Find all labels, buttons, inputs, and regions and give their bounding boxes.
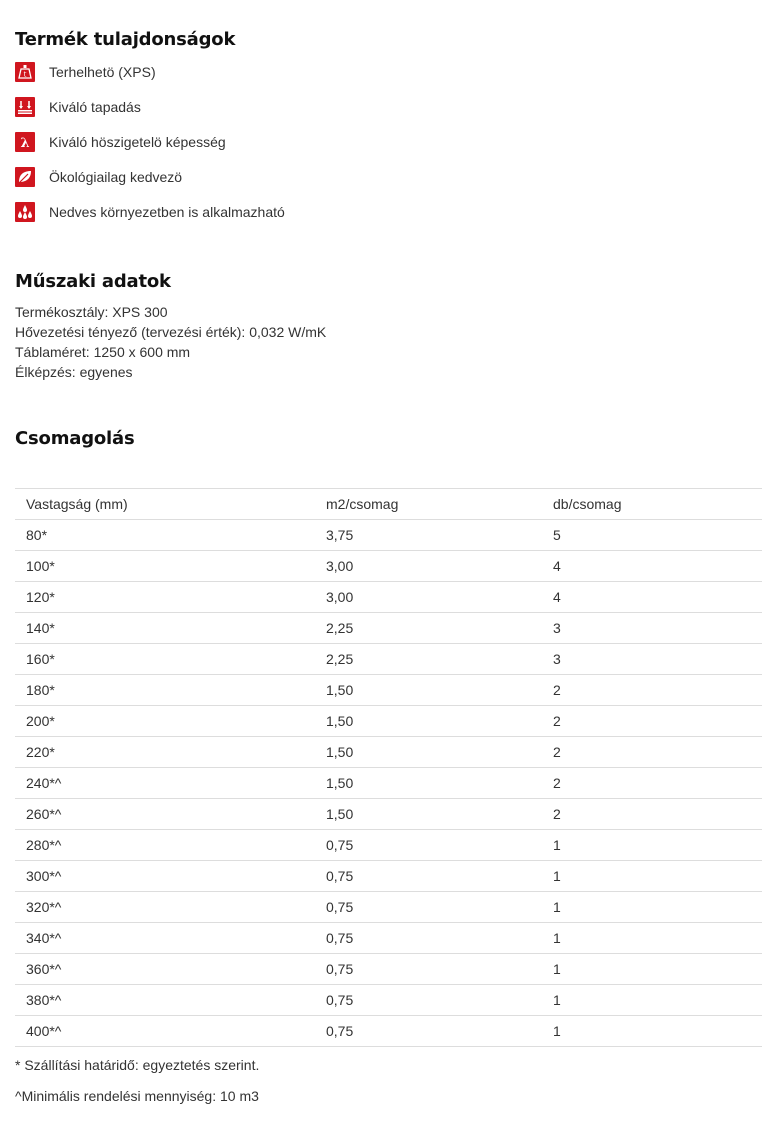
property-item-insulation <box>15 132 226 152</box>
thickness-cell: 200* <box>15 706 315 737</box>
pieces-cell: 3 <box>542 613 762 644</box>
pieces-cell: 2 <box>542 675 762 706</box>
table-row <box>15 520 762 551</box>
thickness-cell: 120* <box>15 582 315 613</box>
property-item-adhesion <box>15 97 141 117</box>
table-row <box>15 1016 762 1047</box>
svg-text:λ: λ <box>20 136 30 151</box>
thickness-cell: 400*^ <box>15 1016 315 1047</box>
pieces-cell: 1 <box>542 830 762 861</box>
table-row <box>15 861 762 892</box>
table-row <box>15 551 762 582</box>
m2-cell: 3,75 <box>315 520 542 551</box>
thickness-cell: 300*^ <box>15 861 315 892</box>
pieces-cell: 2 <box>542 737 762 768</box>
thickness-cell: 360*^ <box>15 954 315 985</box>
leaf-icon <box>15 167 35 187</box>
m2-cell: 0,75 <box>315 861 542 892</box>
pieces-cell: 4 <box>542 582 762 613</box>
table-header-row <box>15 489 762 520</box>
m2-cell: 0,75 <box>315 985 542 1016</box>
m2-cell: 1,50 <box>315 675 542 706</box>
m2-cell: 3,00 <box>315 582 542 613</box>
table-row <box>15 675 762 706</box>
pieces-cell: 2 <box>542 706 762 737</box>
property-item-load <box>15 62 156 82</box>
table-row <box>15 830 762 861</box>
column-header-thickness: Vastagság (mm) <box>15 489 315 520</box>
svg-text:t: t <box>23 70 27 79</box>
property-label: Kiváló höszigetelö képesség <box>49 134 226 150</box>
pieces-cell: 2 <box>542 768 762 799</box>
m2-cell: 2,25 <box>315 613 542 644</box>
thickness-cell: 100* <box>15 551 315 582</box>
m2-cell: 1,50 <box>315 737 542 768</box>
spec-line: Élképzés: egyenes <box>15 364 133 380</box>
column-header-pieces: db/csomag <box>542 489 762 520</box>
m2-cell: 0,75 <box>315 923 542 954</box>
table-row <box>15 799 762 830</box>
packaging-table <box>15 488 762 1047</box>
properties-heading: Termék tulajdonságok <box>15 29 236 50</box>
packaging-heading: Csomagolás <box>15 428 135 449</box>
minimum-order-note: ^Minimális rendelési mennyiség: 10 m3 <box>15 1088 259 1104</box>
thickness-cell: 140* <box>15 613 315 644</box>
pieces-cell: 1 <box>542 1016 762 1047</box>
pieces-cell: 4 <box>542 551 762 582</box>
m2-cell: 1,50 <box>315 799 542 830</box>
thickness-cell: 340*^ <box>15 923 315 954</box>
spec-line: Hővezetési tényező (tervezési érték): 0,032 W/mK <box>15 324 327 340</box>
m2-cell: 0,75 <box>315 954 542 985</box>
table-row <box>15 954 762 985</box>
pieces-cell: 3 <box>542 644 762 675</box>
m2-cell: 2,25 <box>315 644 542 675</box>
property-item-moisture <box>15 202 285 222</box>
technical-heading: Műszaki adatok <box>15 271 171 292</box>
table-row <box>15 768 762 799</box>
m2-cell: 3,00 <box>315 551 542 582</box>
delivery-note: * Szállítási határidő: egyeztetés szerint. <box>15 1057 260 1073</box>
table-row <box>15 613 762 644</box>
pieces-cell: 1 <box>542 985 762 1016</box>
thickness-cell: 280*^ <box>15 830 315 861</box>
thickness-cell: 80* <box>15 520 315 551</box>
technical-specs <box>15 302 326 382</box>
property-label: Nedves környezetben is alkalmazható <box>49 204 285 220</box>
m2-cell: 0,75 <box>315 1016 542 1047</box>
thickness-cell: 180* <box>15 675 315 706</box>
pieces-cell: 1 <box>542 923 762 954</box>
load-bearing-icon <box>15 62 35 82</box>
table-row <box>15 923 762 954</box>
table-row <box>15 985 762 1016</box>
thickness-cell: 240*^ <box>15 768 315 799</box>
m2-cell: 1,50 <box>315 768 542 799</box>
pieces-cell: 5 <box>542 520 762 551</box>
property-item-ecological <box>15 167 182 187</box>
water-drops-icon <box>15 202 35 222</box>
property-label: Ökológiailag kedvezö <box>49 169 183 185</box>
pieces-cell: 2 <box>542 799 762 830</box>
table-row <box>15 644 762 675</box>
thickness-cell: 380*^ <box>15 985 315 1016</box>
column-header-m2: m2/csomag <box>315 489 542 520</box>
lambda-icon <box>15 132 35 152</box>
pieces-cell: 1 <box>542 954 762 985</box>
table-row <box>15 582 762 613</box>
property-label: Terhelhetö (XPS) <box>49 64 156 80</box>
m2-cell: 0,75 <box>315 830 542 861</box>
pieces-cell: 1 <box>542 892 762 923</box>
thickness-cell: 260*^ <box>15 799 315 830</box>
m2-cell: 0,75 <box>315 892 542 923</box>
table-row <box>15 737 762 768</box>
thickness-cell: 320*^ <box>15 892 315 923</box>
spec-line: Táblaméret: 1250 x 600 mm <box>15 344 191 360</box>
table-row <box>15 892 762 923</box>
table-row <box>15 706 762 737</box>
thickness-cell: 160* <box>15 644 315 675</box>
pieces-cell: 1 <box>542 861 762 892</box>
m2-cell: 1,50 <box>315 706 542 737</box>
adhesion-icon <box>15 97 35 117</box>
property-label: Kiváló tapadás <box>49 99 141 115</box>
spec-line: Termékosztály: XPS 300 <box>15 304 168 320</box>
thickness-cell: 220* <box>15 737 315 768</box>
